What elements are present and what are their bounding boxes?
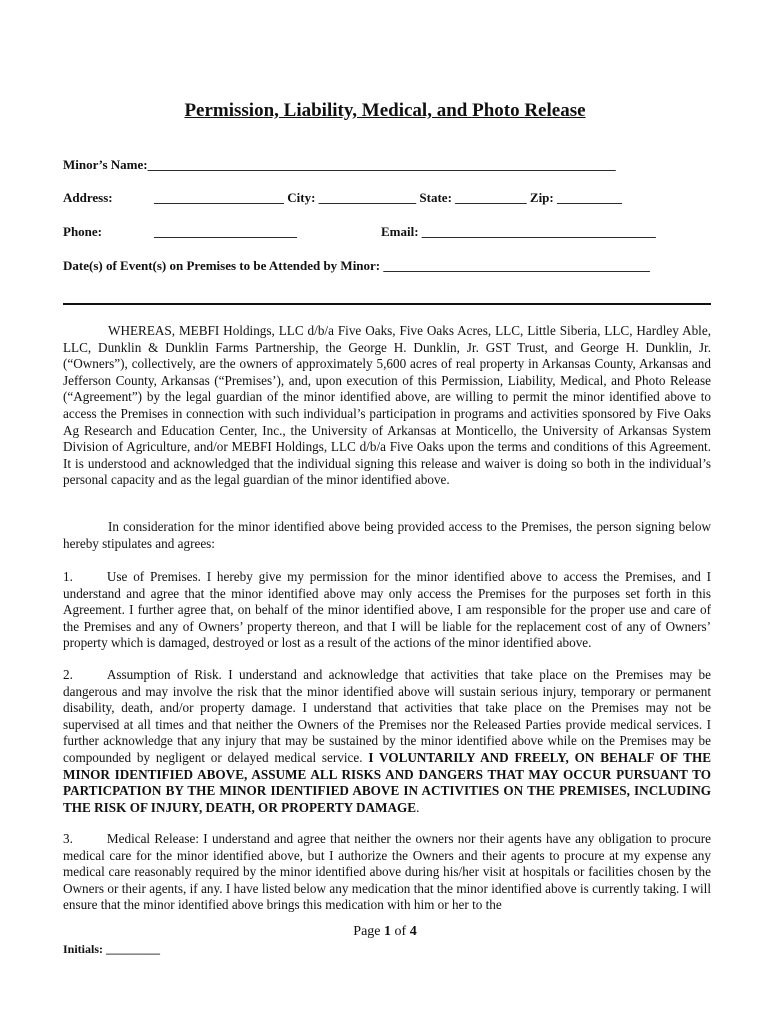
initials-field: Initials: _________ [63,942,161,956]
phone-label: Phone: [63,224,102,239]
address-city-state-zip-field: ____________________ City: _______________ State: ___________ Zip: __________ [154,190,622,205]
section-text: Medical Release: I understand and agree that neither the owners nor their agents have any obligation to procure medical care for the minor identified above, but I authorize the Owners and their agents to procure at my expense any medical care reasonably required by the minor identified above during his/her visit at hospitals or facilities chosen by the Owners or their agents, if any. I have listed below any medication that the minor identified above is currently taking. I will ensure that the minor identified above brings this medication with him or her to the [63,831,711,913]
address-label: Address: [63,190,113,205]
section-use-of-premises [63,569,711,652]
section-tail: . [416,799,420,815]
whereas-paragraph [63,323,711,489]
document-title: Permission, Liability, Medical, and Photo Release [184,100,586,121]
section-number: 1. [63,569,73,584]
page-of: of [391,924,410,939]
section-text: Assumption of Risk. I understand and acknowledge that activities that take place on the Premises may be dangerous and may involve the risk that the minor identified above will sustain serious injury, temporary or permanent disability, death, and/or property damage. I understand that activities that take place on the Premises may not be supervised at all times and that neither the Owners of the Premises nor the Released Parties provide medical services. I further acknowledge that any injury that may be sustained by the minor identified above while on the Premises may be compounded by negligent or delayed medical service. [63,667,711,765]
email-field: Email: ____________________________________ [381,224,656,239]
page-current: 1 [384,924,392,939]
consideration-paragraph [63,519,711,552]
horizontal-rule [63,303,711,305]
whereas-text: WHEREAS, MEBFI Holdings, LLC d/b/a Five Oaks, Five Oaks Acres, LLC, Little Siberia, LLC, Hardley Able, LLC, Dunklin & Dunklin Farms Partnership, the George H. Dunklin, Jr. GST Trust, and George H. Dunklin, Jr. (“Owners”), collectively, are the owners of approximately 5,600 acres of real property in Arkansas County, Arkansas and Jefferson County, Arkansas (“Premises’), and, upon execution of this Permission, Liability, Medical, and Photo Release (“Agreement”) by the legal guardian of the minor identified above, are willing to permit the minor identified above to access the Premises in connection with such individual’s participation in programs and activities sponsored by Five Oaks Ag Research and Education Center, Inc., the University of Arkansas at Monticello, the University of Arkansas System Division of Agriculture, and/or MEBFI Holdings, LLC d/b/a Five Oaks upon the terms and conditions of this Agreement. It is understood and acknowledged that the individual signing this release and waiver is doing so both in the individual’s personal capacity and as the legal guardian of the minor identified above. [63,323,711,488]
phone-field: ______________________ [154,224,297,239]
event-dates-field: Date(s) of Event(s) on Premises to be Attended by Minor: _________________________________________ [63,258,650,273]
section-text: Use of Premises. I hereby give my permission for the minor identified above to access the Premises, and I understand and agree that the minor identified above may only access the Premises for the purposes set forth in this Agreement. I further agree that, on behalf of the minor identified above, I am responsible for the proper use and care of the Premises and any of Owners’ property thereon, and that I will be liable for the replacement cost of any of Owners’ property which is damaged, destroyed or lost as a result of the actions of the minor identified above. [63,569,711,651]
section-number: 3. [63,831,73,846]
section-number: 2. [63,667,73,682]
consideration-text: In consideration for the minor identified above being provided access to the Premises, the person signing below hereby stipulates and agrees: [63,519,711,551]
minor-name-field: Minor’s Name:________________________________________________________________________ [63,157,616,172]
section-assumption-of-risk [63,667,711,816]
page-prefix: Page [353,924,385,939]
section-bold-text: I VOLUNTARILY AND FREELY, ON BEHALF OF THE MINOR IDENTIFIED ABOVE, ASSUME ALL RISKS AND DANGERS THAT MAY OCCUR PURSUANT TO PARTICPATION BY THE MINOR IDENTIFIED ABOVE IN ACTIVITIES ON THE PREMISES, INCLUDING THE RISK OF INJURY, DEATH, OR PROPERTY DAMAGE [63,749,711,815]
page-number [0,924,770,940]
section-medical-release [63,831,711,914]
page-total: 4 [409,924,417,939]
